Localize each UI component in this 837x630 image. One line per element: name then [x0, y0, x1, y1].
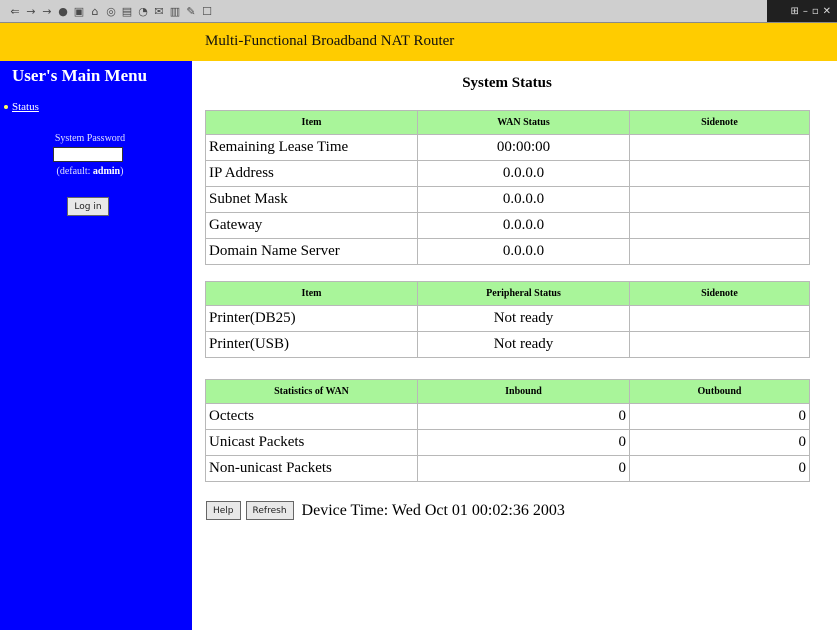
mail-icon[interactable]: ✉: [154, 4, 164, 18]
column-header: Item: [206, 282, 418, 306]
header-banner: [0, 23, 837, 61]
row-sidenote: [630, 213, 810, 239]
column-header: Inbound: [418, 380, 630, 404]
maximize-icon[interactable]: ▫: [811, 5, 819, 17]
column-header: Sidenote: [630, 111, 810, 135]
login-button[interactable]: Log in: [67, 197, 109, 216]
history-icon[interactable]: ◔: [138, 4, 148, 18]
minimize-icon[interactable]: –: [802, 5, 808, 17]
row-sidenote: [630, 161, 810, 187]
home-icon[interactable]: ⌂: [91, 4, 99, 18]
table-row: [206, 135, 810, 161]
default-suffix: ): [120, 166, 124, 177]
router-title: Multi-Functional Broadband NAT Router: [205, 33, 455, 49]
outbound-value: 0: [630, 404, 810, 430]
print-icon[interactable]: ▥: [169, 4, 181, 18]
table-row: [206, 404, 810, 430]
table-header-row: [206, 111, 810, 135]
back-icon[interactable]: ⇐: [10, 4, 20, 18]
row-sidenote: [630, 332, 810, 358]
forward-icon[interactable]: →: [42, 4, 52, 18]
stop-icon[interactable]: ●: [58, 4, 68, 18]
table-row: [206, 161, 810, 187]
wan-status-table: [205, 110, 810, 265]
column-header: WAN Status: [418, 111, 630, 135]
browser-toolbar: [0, 0, 837, 23]
outbound-value: 0: [630, 430, 810, 456]
row-value: Not ready: [418, 306, 630, 332]
status-link[interactable]: Status: [12, 101, 39, 113]
default-value: admin: [92, 166, 121, 177]
row-label: Printer(DB25): [206, 306, 418, 332]
table-row: [206, 239, 810, 265]
column-header: Statistics of WAN: [206, 380, 418, 404]
peripheral-status-table: [205, 281, 810, 358]
windows-logo-icon: ⊞: [790, 5, 799, 17]
bullet-icon: [4, 105, 8, 109]
help-button[interactable]: Help: [206, 501, 241, 520]
sidebar: [0, 61, 192, 630]
row-sidenote: [630, 306, 810, 332]
table-row: [206, 213, 810, 239]
edit-icon[interactable]: ✎: [186, 4, 196, 18]
row-label: Non-unicast Packets: [206, 456, 418, 482]
inbound-value: 0: [418, 404, 630, 430]
window-controls: [767, 0, 837, 22]
table-row: [206, 332, 810, 358]
row-label: IP Address: [206, 161, 418, 187]
menu-title: User's Main Menu: [12, 66, 148, 85]
column-header: Item: [206, 111, 418, 135]
row-label: Domain Name Server: [206, 239, 418, 265]
password-field[interactable]: [53, 147, 123, 162]
refresh-button[interactable]: Refresh: [246, 501, 294, 520]
row-label: Octects: [206, 404, 418, 430]
forward-icon[interactable]: →: [26, 4, 36, 18]
search-icon[interactable]: ◎: [106, 4, 116, 18]
refresh-icon[interactable]: ▣: [73, 4, 85, 18]
table-row: [206, 306, 810, 332]
row-sidenote: [630, 187, 810, 213]
row-sidenote: [630, 135, 810, 161]
table-row: [206, 187, 810, 213]
outbound-value: 0: [630, 456, 810, 482]
row-label: Gateway: [206, 213, 418, 239]
close-icon[interactable]: ✕: [822, 5, 831, 17]
favorites-icon[interactable]: ▤: [121, 4, 133, 18]
row-value: 0.0.0.0: [418, 213, 630, 239]
default-prefix: (default:: [56, 166, 93, 177]
table-row: [206, 430, 810, 456]
row-label: Printer(USB): [206, 332, 418, 358]
row-label: Unicast Packets: [206, 430, 418, 456]
row-value: 0.0.0.0: [418, 161, 630, 187]
row-value: 0.0.0.0: [418, 239, 630, 265]
messenger-icon[interactable]: ☐: [202, 4, 212, 18]
column-header: Outbound: [630, 380, 810, 404]
password-label: System Password: [54, 133, 126, 144]
table-header-row: [206, 282, 810, 306]
row-label: Remaining Lease Time: [206, 135, 418, 161]
page-title: System Status: [462, 75, 552, 91]
sidebar-item-status[interactable]: [4, 101, 39, 113]
bottom-actions: [206, 501, 565, 520]
main-content: [192, 61, 837, 630]
row-value: Not ready: [418, 332, 630, 358]
row-value: 00:00:00: [418, 135, 630, 161]
column-header: Peripheral Status: [418, 282, 630, 306]
row-label: Subnet Mask: [206, 187, 418, 213]
table-row: [206, 456, 810, 482]
row-value: 0.0.0.0: [418, 187, 630, 213]
inbound-value: 0: [418, 430, 630, 456]
inbound-value: 0: [418, 456, 630, 482]
wan-statistics-table: [205, 379, 810, 482]
column-header: Sidenote: [630, 282, 810, 306]
device-time: Device Time: Wed Oct 01 00:02:36 2003: [301, 501, 565, 519]
table-header-row: [206, 380, 810, 404]
row-sidenote: [630, 239, 810, 265]
password-default-hint: [0, 166, 180, 177]
